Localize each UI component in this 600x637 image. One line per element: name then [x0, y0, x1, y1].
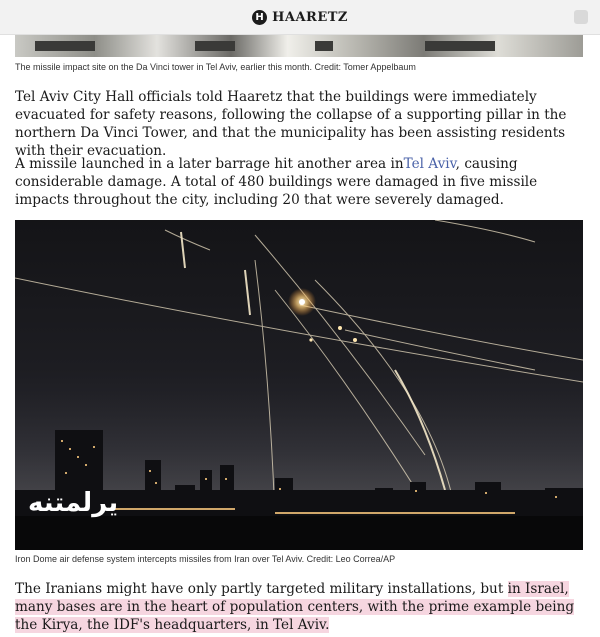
news-watermark-logo: یرلمتنه	[28, 488, 119, 518]
missile-impact-photo	[15, 35, 583, 57]
menu-icon[interactable]	[574, 10, 588, 24]
paragraph-2-text-end: , causing considerable damage. A total of 480 buildings were damaged in five missile impacts throughout the city, including 20 that were severely damaged.	[15, 156, 538, 208]
photo-caption-1: The missile impact site on the Da Vinci tower in Tel Aviv, earlier this month. Credit: Tomer Appelbaum	[15, 62, 416, 72]
article-paragraph-3	[15, 580, 587, 634]
haaretz-logo-icon: H	[252, 10, 267, 25]
tel-aviv-link[interactable]: Tel Aviv	[403, 156, 456, 172]
haaretz-brand[interactable]	[252, 10, 348, 25]
article-paragraph-2	[15, 155, 587, 209]
paragraph-3-text: The Iranians might have only partly targeted military installations, but	[15, 581, 508, 597]
photo-caption-2: Iron Dome air defense system intercepts missiles from Iran over Tel Aviv. Credit: Leo Correa/AP	[15, 554, 396, 564]
brand-name: HAARETZ	[272, 9, 348, 25]
paragraph-2-text-start: A missile launched in a later barrage hit another area in	[15, 156, 404, 172]
article-paragraph-1: Tel Aviv City Hall officials told Haaretz that the buildings were immediately evacuated for safety reasons, following the collapse of a supporting pillar in the northern Da Vinci Tower, and that the municipality has been assisting residents with their evacuation.	[15, 89, 567, 159]
browser-top-bar	[0, 0, 600, 35]
highlighted-text: in Israel, many bases are in the heart of population centers, with the prime example being the Kirya, the IDF's headquarters, in Tel Aviv.	[15, 581, 575, 633]
